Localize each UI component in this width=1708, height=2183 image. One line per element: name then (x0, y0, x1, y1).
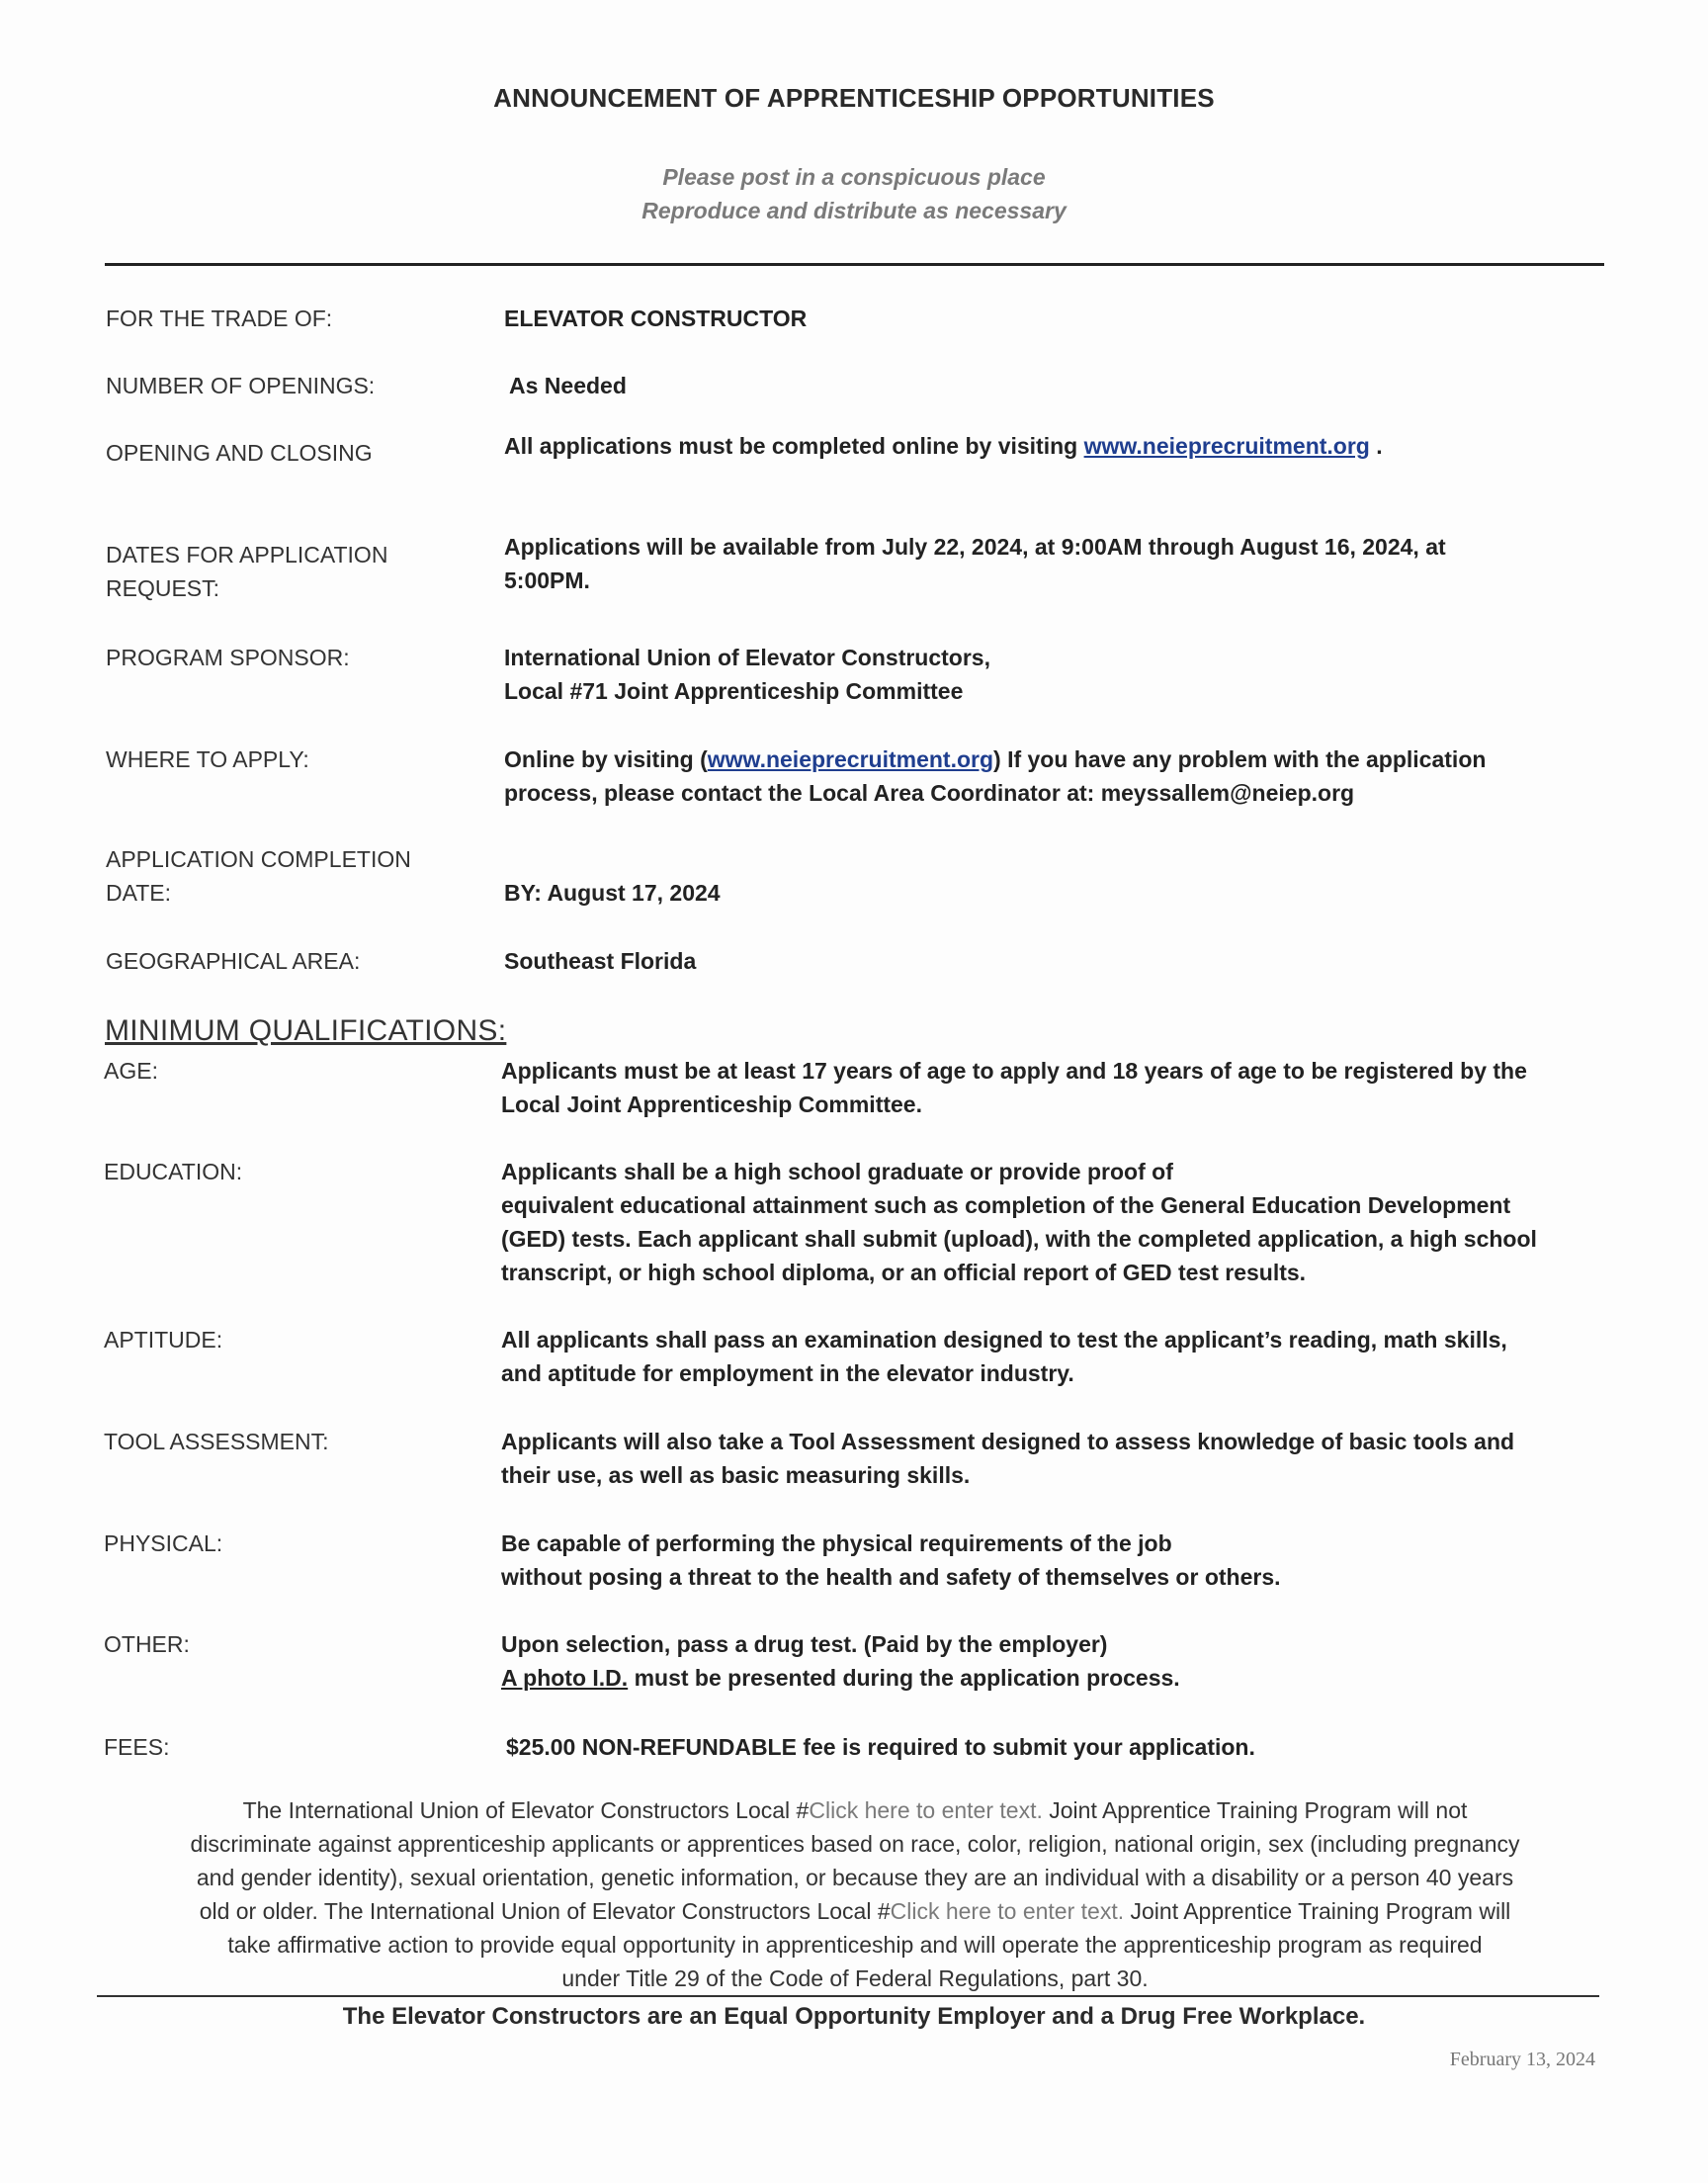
eeo-statement: The Elevator Constructors are an Equal Opportunity Employer and a Drug Free Workplace. (342, 2003, 1366, 2030)
dates-value-line-1: Applications will be available from July 22, 2024, at 9:00AM through August 16, 2024, at (504, 534, 1446, 560)
age-label: AGE: (104, 1058, 158, 1084)
footer-divider (97, 1995, 1599, 1997)
aptitude-value-line-1: All applicants shall pass an examination designed to test the applicant’s reading, math skills, (501, 1327, 1507, 1353)
dates-value (504, 530, 1611, 597)
statement-line-5: take affirmative action to provide equal opportunity in apprenticeship and will operate the apprenticeship program as required (227, 1932, 1483, 1958)
sponsor-value-line-1: International Union of Elevator Constructors, (504, 645, 990, 670)
education-value-line-4: transcript, or high school diploma, or an official report of GED test results. (501, 1260, 1307, 1285)
fees-value: $25.00 NON-REFUNDABLE fee is required to submit your application. (506, 1734, 1255, 1760)
statement-line-3: and gender identity), sexual orientation, genetic information, or because they are an individual with a disability or a person 40 years (196, 1865, 1514, 1890)
statement-line-4-pre: old or older. The International Union of Elevator Constructors Local # (199, 1898, 891, 1924)
sponsor-value (504, 641, 1611, 708)
dates-label (106, 538, 462, 605)
where-value-line-2: process, please contact the Local Area Coordinator at: meyssallem@neiep.org (504, 780, 1355, 806)
physical-value (501, 1527, 1608, 1594)
document-title: ANNOUNCEMENT OF APPRENTICESHIP OPPORTUNITIES (493, 83, 1215, 113)
document-date: February 13, 2024 (1449, 2049, 1595, 2070)
tool-value-line-1: Applicants will also take a Tool Assessment designed to assess knowledge of basic tools and (501, 1429, 1515, 1454)
local-number-placeholder-2[interactable]: Click here to enter text. (890, 1898, 1125, 1924)
education-value-line-1: Applicants shall be a high school graduate or provide proof of (501, 1159, 1173, 1184)
local-number-placeholder[interactable]: Click here to enter text. (809, 1797, 1043, 1823)
where-recruitment-link[interactable]: www.neieprecruitment.org (707, 746, 994, 772)
age-value (501, 1054, 1608, 1121)
completion-value: BY: August 17, 2024 (504, 880, 721, 906)
opening-closing-period: . (1369, 433, 1383, 459)
education-value-line-2: equivalent educational attainment such as completion of the General Education Development (501, 1192, 1511, 1218)
openings-label: NUMBER OF OPENINGS: (106, 373, 376, 398)
completion-label-line-1: APPLICATION COMPLETION (106, 846, 411, 872)
area-value: Southeast Florida (504, 948, 697, 974)
distribution-instruction: Reproduce and distribute as necessary (641, 198, 1067, 223)
sponsor-value-line-2: Local #71 Joint Apprenticeship Committee (504, 678, 964, 704)
education-value-line-3: (GED) tests. Each applicant shall submit (upload), with the completed application, a high school (501, 1226, 1537, 1252)
where-value (504, 742, 1611, 810)
aptitude-label: APTITUDE: (104, 1327, 223, 1353)
completion-label (106, 842, 462, 910)
statement-line-1-post: Joint Apprentice Training Program will not (1042, 1797, 1468, 1823)
where-label: WHERE TO APPLY: (106, 746, 309, 772)
nondiscrimination-statement (99, 1793, 1611, 1995)
other-label: OTHER: (104, 1631, 190, 1657)
tool-label: TOOL ASSESSMENT: (104, 1429, 329, 1454)
aptitude-value-line-2: and aptitude for employment in the elevator industry. (501, 1360, 1074, 1386)
trade-label: FOR THE TRADE OF: (106, 306, 333, 331)
education-label: EDUCATION: (104, 1159, 243, 1184)
statement-line-4-post: Joint Apprentice Training Program will (1124, 1898, 1511, 1924)
completion-label-line-2: DATE: (106, 880, 172, 906)
qualifications-heading: MINIMUM QUALIFICATIONS: (105, 1014, 507, 1047)
where-text-pre: Online by visiting ( (504, 746, 708, 772)
age-value-line-2: Local Joint Apprenticeship Committee. (501, 1092, 922, 1117)
header-divider (105, 263, 1604, 266)
dates-label-line-1: DATES FOR APPLICATION (106, 542, 388, 568)
posting-instruction: Please post in a conspicuous place (662, 164, 1046, 190)
where-text-post: ) If you have any problem with the application (993, 746, 1487, 772)
recruitment-link[interactable]: www.neieprecruitment.org (1083, 433, 1370, 459)
statement-line-2: discriminate against apprenticeship applicants or apprentices based on race, color, religion, national origin, sex (including pregnancy (190, 1831, 1520, 1857)
sponsor-label: PROGRAM SPONSOR: (106, 645, 350, 670)
opening-closing-label: OPENING AND CLOSING (106, 440, 373, 466)
aptitude-value (501, 1323, 1608, 1390)
physical-label: PHYSICAL: (104, 1530, 223, 1556)
dates-label-line-2: REQUEST: (106, 575, 220, 601)
opening-closing-text: All applications must be completed online by visiting (504, 433, 1084, 459)
opening-closing-value (504, 429, 1611, 463)
fees-label: FEES: (104, 1734, 170, 1760)
other-value (501, 1627, 1608, 1695)
tool-value (501, 1425, 1608, 1492)
other-value-line-1: Upon selection, pass a drug test. (Paid by the employer) (501, 1631, 1108, 1657)
other-value-line-2: must be presented during the application process. (628, 1665, 1180, 1691)
statement-line-1-pre: The International Union of Elevator Constructors Local # (242, 1797, 810, 1823)
dates-value-line-2: 5:00PM. (504, 568, 590, 593)
physical-value-line-1: Be capable of performing the physical requirements of the job (501, 1530, 1172, 1556)
trade-value: ELEVATOR CONSTRUCTOR (504, 306, 808, 331)
statement-line-6: under Title 29 of the Code of Federal Regulations, part 30. (561, 1965, 1149, 1991)
physical-value-line-2: without posing a threat to the health and safety of themselves or others. (501, 1564, 1281, 1590)
age-value-line-1: Applicants must be at least 17 years of age to apply and 18 years of age to be registered by the (501, 1058, 1527, 1084)
openings-value: As Needed (509, 373, 627, 398)
photo-id-text: A photo I.D. (501, 1665, 629, 1691)
education-value (501, 1155, 1608, 1289)
area-label: GEOGRAPHICAL AREA: (106, 948, 361, 974)
tool-value-line-2: their use, as well as basic measuring skills. (501, 1462, 971, 1488)
